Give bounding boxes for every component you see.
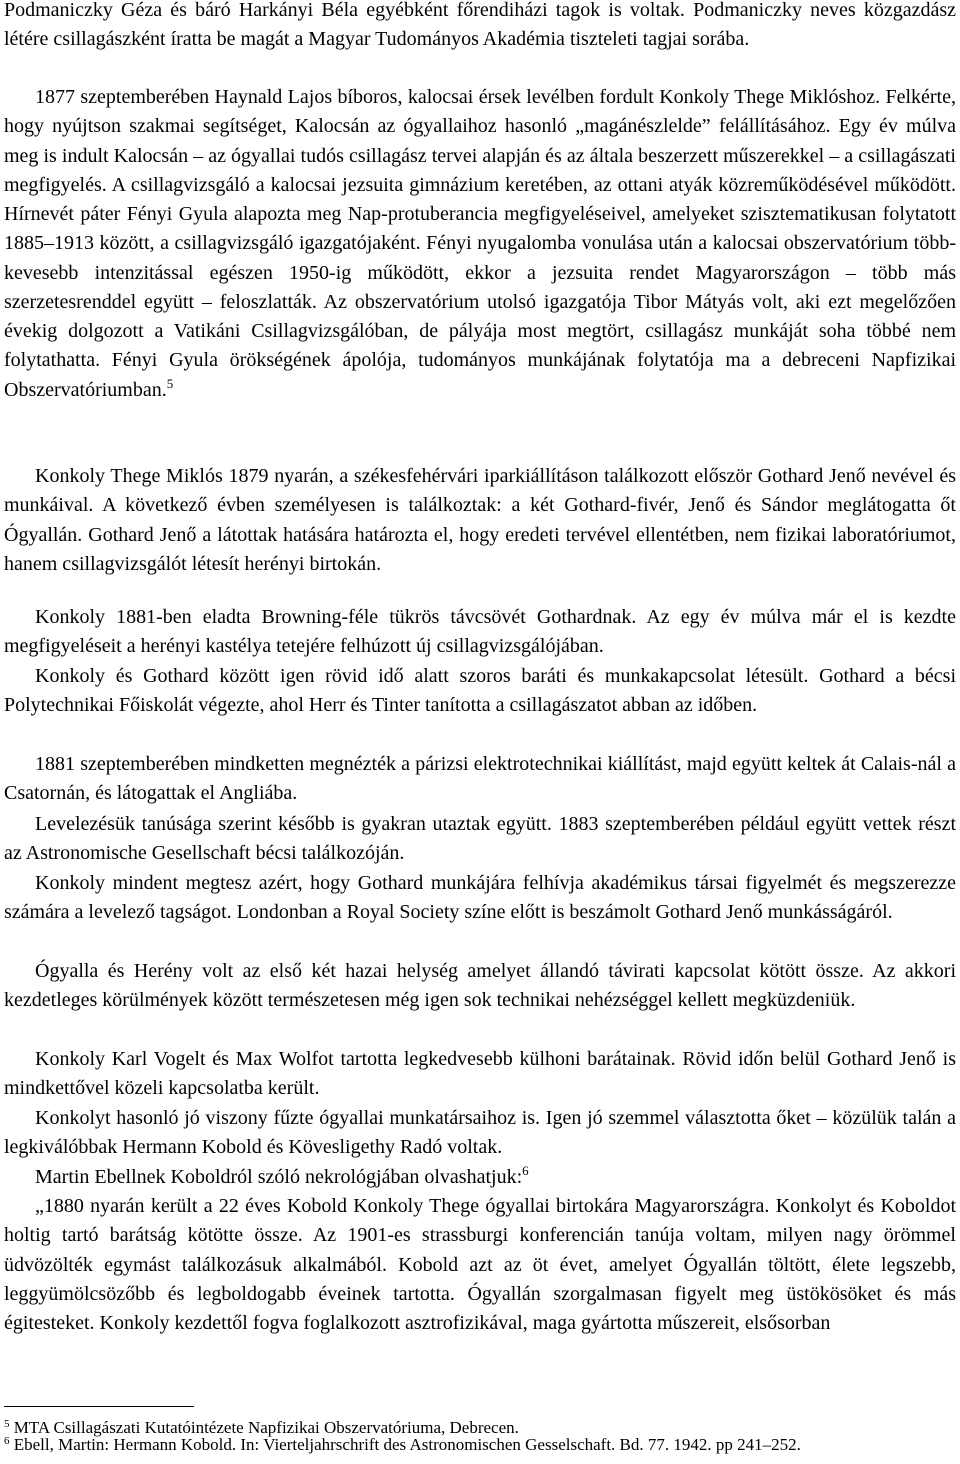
paragraph-text: Konkolyt hasonló jó viszony fűzte ógyallai munkatársaihoz is. Igen jó szemmel választotta őket – közülük talán a legkiválóbbak Hermann Kobold és Kövesligethy Radó voltak. (4, 1107, 956, 1159)
quote-paragraph (4, 1192, 956, 1338)
footnote-ref-5[interactable]: 5 (166, 375, 174, 391)
paragraph-1 (4, 0, 956, 55)
footnote-ref-6[interactable]: 6 (522, 1163, 529, 1178)
footnote-number: 6 (4, 1435, 10, 1447)
paragraph-7 (4, 810, 956, 869)
paragraph-text: Konkoly mindent megtesz azért, hogy Gothard munkájára felhívja akadémikus társai figyelmét és megszerezze számára a levelező tagságot. Londonban a Royal Society színe előtt is beszámolt Gothard Jenő munkásságáról. (4, 872, 956, 924)
footnote-text: Ebell, Martin: Hermann Kobold. In: Vierteljahrschrift des Astronomischen Gesselschaft. Bd. 77. 1942. pp 241–252. (13, 1435, 801, 1454)
paragraph-text: Ógyalla és Herény volt az első két hazai helység amelyet állandó távirati kapcsolat kötött össze. Az akkori kezdetleges körülmények között természetesen még igen sok technikai nehézséggel kellett megküzdeniük. (4, 960, 956, 1012)
paragraph-6 (4, 750, 956, 809)
paragraph-text: Podmaniczky Géza és báró Harkányi Béla egyébként főrendiházi tagok is voltak. Podmaniczky neves közgazdász létére csillagászként íratta be magát a Magyar Tudományos Akadémia tiszteleti tagjai sorába. (4, 0, 956, 51)
footnote-text: MTA Csillagászati Kutatóintézete Napfizikai Obszervatóriuma, Debrecen. (13, 1418, 519, 1437)
paragraph-text: Konkoly Thege Miklós 1879 nyarán, a székesfehérvári iparkiállításon találkozott először Gothard Jenő nevével és munkáival. A következő évben személyesen is találkoztak: a két Gothard-fivér, Jenő és Sándor meglátogatta őt Ógyallán. Gothard Jenő a látottak hatására határozta el, hogy eredeti tervével ellentétben, nem fizikai laboratóriumot, hanem csillagvizsgálót létesít herényi birtokán. (4, 465, 956, 575)
paragraph-10 (4, 1045, 956, 1104)
paragraph-text: Martin Ebellnek Koboldról szóló nekrológjában olvashatjuk: (35, 1166, 523, 1188)
footnote-6 (4, 1435, 956, 1455)
paragraph-text: Levelezésük tanúsága szerint később is gyakran utaztak együtt. 1883 szeptemberében például együtt vettek részt az Astronomische Gesellschaft bécsi találkozóján. (4, 813, 956, 865)
paragraph-text: 1881 szeptemberében mindketten megnézték a párizsi elektrotechnikai kiállítást, majd együtt keltek át Calais-nál a Csatornán, és látogattak el Angliába. (4, 753, 956, 805)
paragraph-9 (4, 957, 956, 1016)
paragraph-3 (4, 462, 956, 579)
paragraph-text: 1877 szeptemberében Haynald Lajos bíboros, kalocsai érsek levélben fordult Konkoly Thege Miklóshoz. Felkérte, hogy nyújtson szakmai segítséget, Kalocsán az ógyallaihoz hasonló „magánészlelde” felállításához. Egy év múlva meg is indult Kalocsán – az ógyallai tudós csillagász tervei alapján és az általa beszerzett műszerekkel – a csillagászati megfigyelés. A csillagvizsgáló a kalocsai jezsuita gimnázium keretében, az ottani atyák közreműködésével működött. Hírnevét páter Fényi Gyula alapozta meg Nap-protuberancia megfigyeléseivel, amelyeket szisztematikusan folytatott 1885–1913 között, a csillagvizsgáló igazgatójaként. Fényi nyugalomba vonulása után a kalocsai obszervatórium több-kevesebb intenzitással egészen 1950-ig működött, ekkor a jezsuita rendet Magyarországon – több más szerzetesrenddel együtt – feloszlatták. Az obszervatórium utolsó igazgatója Tibor Mátyás volt, aki ezt megelőzően évekig dolgozott a Vatikáni Csillagvizsgálóban, de pályája most megtört, csillagász munkáját soha többé nem folytathatta. Fényi Gyula örökségének ápolója, tudományos munkájának folytatója ma a debreceni Napfizikai Obszervatóriumban. (4, 86, 956, 401)
paragraph-text: Konkoly és Gothard között igen rövid idő alatt szoros baráti és munkakapcsolat létesült. Gothard a bécsi Polytechnikai Főiskolát végezte, ahol Herr és Tinter tanította a csillagászatot abban az időben. (4, 665, 956, 717)
paragraph-text: „1880 nyarán került a 22 éves Kobold Konkoly Thege ógyallai birtokára Magyarországra. Konkolyt és Koboldot holtig tartó barátság kötötte össze. Az 1901-es strassburgi konferencián tanúja voltam, milyen nagy örömmel üdvözölték egymást találkozásuk alkalmából. Kobold azt az öt évet, amelyet Ógyallán töltött, élete legszebb, leggyümölcsözőbb és legboldogabb éveinek tartotta. Ógyallán szorgalmasan figyelt meg üstökösöket és más égitesteket. Konkoly kezdettől fogva foglalkozott asztrofizikával, maga gyártotta műszereit, elsősorban (4, 1195, 956, 1334)
footnote-separator (4, 1406, 194, 1407)
paragraph-4 (4, 603, 956, 662)
paragraph-12 (4, 1163, 956, 1192)
footnote-number: 5 (4, 1418, 10, 1430)
paragraph-2 (4, 83, 956, 405)
paragraph-text: Konkoly 1881-ben eladta Browning-féle tükrös távcsövét Gothardnak. Az egy év múlva már el is kezdte megfigyeléseit a herényi kastélya tetejére felhúzott új csillagvizsgálójában. (4, 606, 956, 658)
paragraph-11 (4, 1104, 956, 1163)
paragraph-text: Konkoly Karl Vogelt és Max Wolfot tartotta legkedvesebb külhoni barátainak. Rövid időn belül Gothard Jenő is mindkettővel közeli kapcsolatba került. (4, 1048, 956, 1100)
paragraph-5 (4, 662, 956, 721)
paragraph-8 (4, 869, 956, 928)
